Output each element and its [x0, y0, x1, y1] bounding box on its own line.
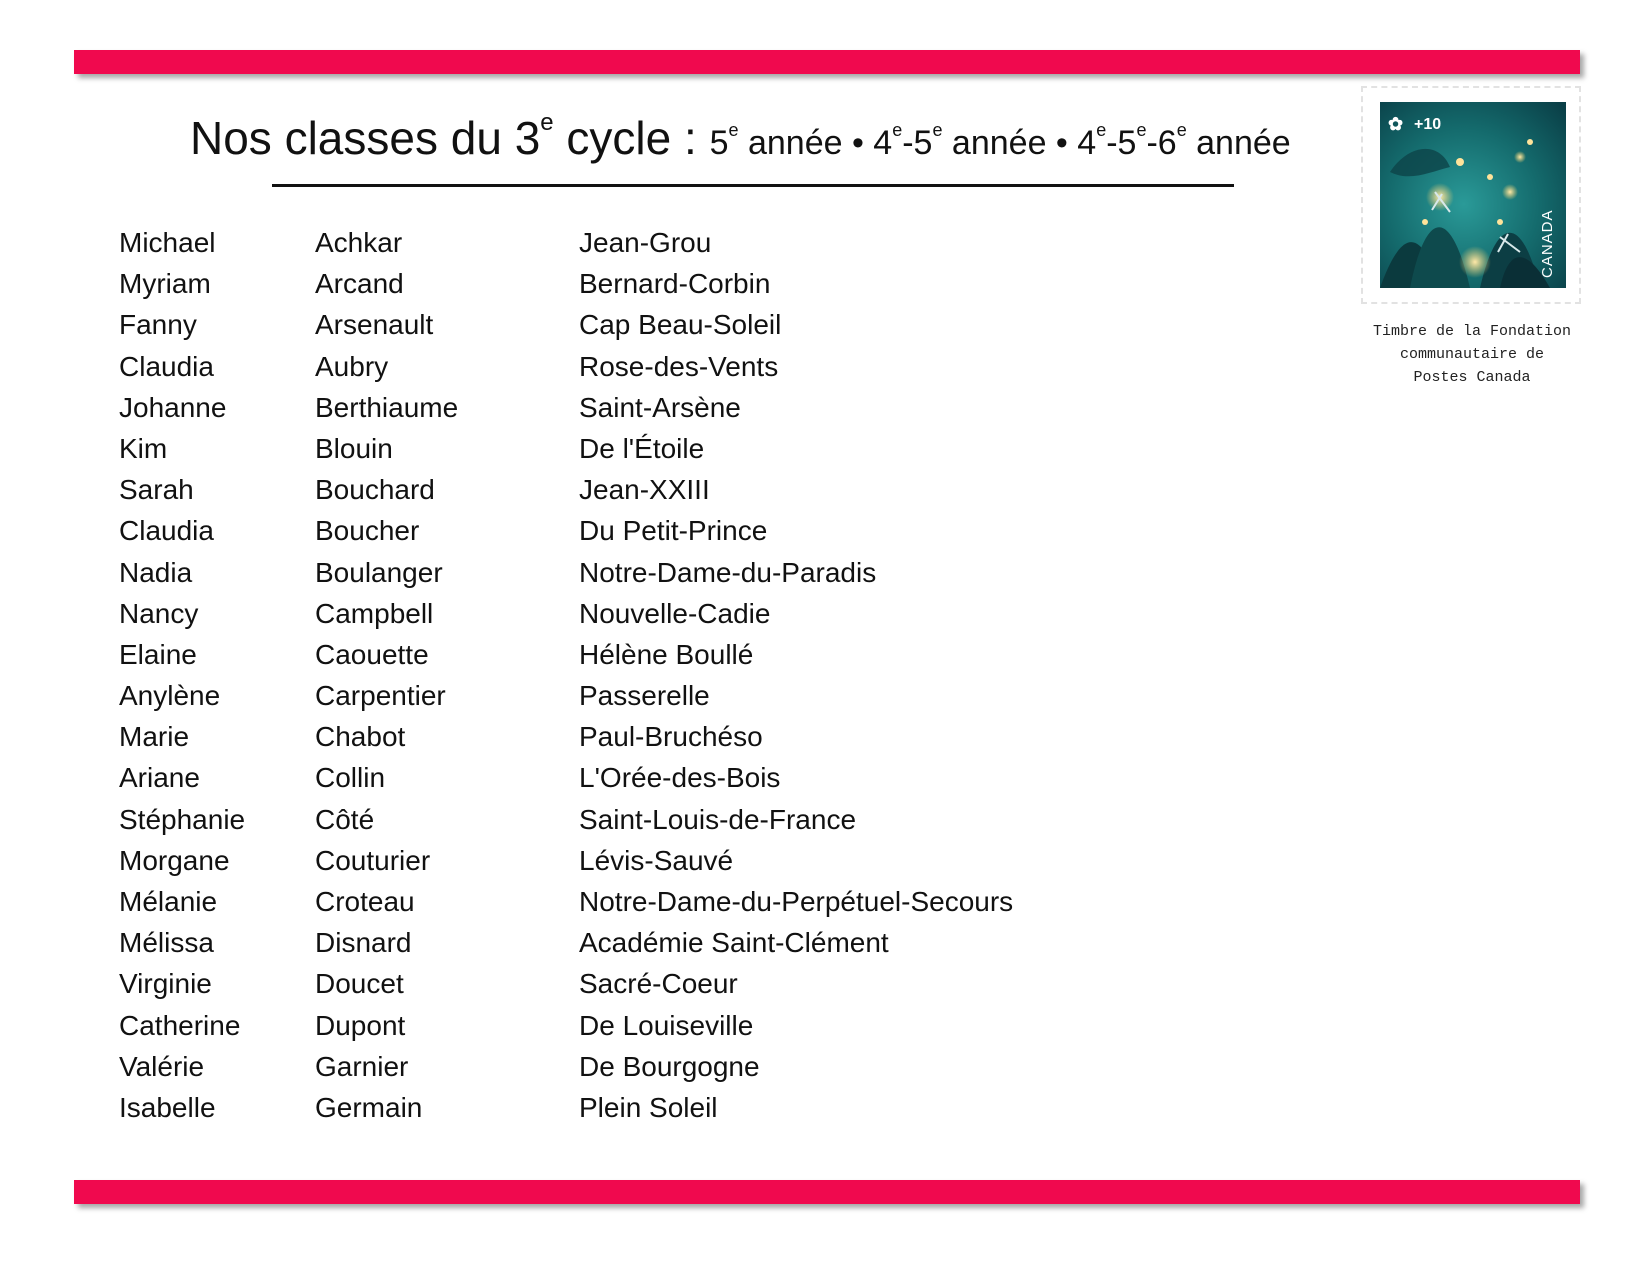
school-name: Hélène Boullé [579, 638, 754, 670]
postage-stamp [1361, 86, 1581, 304]
school-name: De l'Étoile [579, 432, 705, 464]
last-name: Boulanger [315, 556, 443, 588]
first-name: Johanne [119, 391, 227, 423]
first-name: Isabelle [119, 1091, 216, 1123]
school-name: Jean-XXIII [579, 474, 710, 506]
first-name: Mélanie [119, 886, 218, 917]
last-name: Dupont [315, 1009, 406, 1041]
stamp-caption-line: Timbre de la Fondation [1372, 323, 1572, 340]
last-name: Doucet [315, 968, 404, 1000]
page-title: Nos classes du 3e cycle : 5e année • 4e-5e année • 4e-5e-6e année [190, 109, 1291, 164]
school-name: Jean-Grou [579, 227, 712, 258]
last-name: Caouette [315, 638, 429, 670]
first-name: Elaine [119, 638, 197, 670]
school-name: Saint-Louis-de-France [579, 803, 857, 835]
last-name: Arsenault [315, 309, 434, 341]
page-subtitle: 5e année • 4e-5e année • 4e-5e-6e année [709, 120, 1291, 162]
last-name: Carpentier [315, 680, 446, 712]
top-accent-bar [74, 50, 1580, 74]
last-name: Blouin [315, 432, 393, 464]
school-name: Académie Saint-Clément [579, 927, 889, 959]
title-underline [272, 184, 1234, 187]
school-name: De Louiseville [579, 1009, 754, 1041]
stamp-caption-line: Postes Canada [1413, 369, 1531, 386]
last-name: Disnard [315, 927, 412, 959]
school-column [579, 222, 1013, 1128]
last-name: Achkar [315, 227, 403, 258]
first-name: Ariane [119, 762, 200, 794]
school-name: Plein Soleil [579, 1091, 718, 1123]
first-name: Michael [119, 227, 216, 258]
school-name: Notre-Dame-du-Perpétuel-Secours [579, 886, 1014, 917]
school-name: Du Petit-Prince [579, 515, 768, 547]
stamp-caption [1352, 320, 1592, 389]
first-name: Nancy [119, 597, 199, 629]
first-name: Anylène [119, 680, 221, 712]
svg-text:✿: ✿ [1388, 114, 1404, 134]
first-name-column [119, 222, 245, 1128]
school-name: Nouvelle-Cadie [579, 597, 771, 629]
first-name: Kim [119, 432, 168, 464]
first-name: Mélissa [119, 927, 214, 959]
first-name: Fanny [119, 309, 197, 341]
last-name: Berthiaume [315, 391, 459, 423]
first-name: Marie [119, 721, 190, 753]
school-name: Rose-des-Vents [579, 350, 779, 382]
school-name: L'Orée-des-Bois [579, 762, 781, 794]
first-name: Catherine [119, 1009, 241, 1041]
school-name: Cap Beau-Soleil [579, 309, 782, 341]
first-name: Myriam [119, 268, 211, 300]
last-name: Croteau [315, 886, 415, 917]
last-name: Aubry [315, 350, 389, 382]
school-name: Notre-Dame-du-Paradis [579, 556, 877, 588]
school-name: Sacré-Coeur [579, 968, 738, 1000]
stamp-caption-line: communautaire de [1399, 346, 1545, 363]
first-name: Claudia [119, 350, 214, 382]
last-name: Campbell [315, 597, 434, 629]
school-name: Saint-Arsène [579, 391, 741, 423]
first-name: Claudia [119, 515, 214, 547]
last-name: Chabot [315, 721, 406, 753]
school-name: Lévis-Sauvé [579, 844, 734, 876]
first-name: Morgane [119, 844, 230, 876]
first-name: Sarah [119, 474, 194, 506]
school-name: Bernard-Corbin [579, 268, 771, 300]
last-name: Bouchard [315, 474, 435, 506]
bottom-accent-bar [74, 1180, 1580, 1204]
last-name: Arcand [315, 268, 404, 300]
first-name: Nadia [119, 556, 193, 588]
last-name: Côté [315, 803, 375, 835]
last-name: Garnier [315, 1050, 409, 1082]
first-name: Valérie [119, 1050, 205, 1082]
last-name: Collin [315, 762, 386, 794]
school-name: Paul-Bruchéso [579, 721, 763, 753]
stamp-value: +10 [1414, 116, 1442, 133]
first-name: Stéphanie [119, 803, 246, 835]
last-name: Boucher [315, 515, 420, 547]
last-name: Germain [315, 1091, 423, 1123]
school-name: Passerelle [579, 680, 710, 712]
last-name: Couturier [315, 844, 431, 876]
stamp-artwork [1380, 102, 1566, 288]
stamp-country: CANADA [1539, 209, 1556, 278]
school-name: De Bourgogne [579, 1050, 760, 1082]
first-name: Virginie [119, 968, 212, 1000]
last-name-column [315, 222, 458, 1128]
